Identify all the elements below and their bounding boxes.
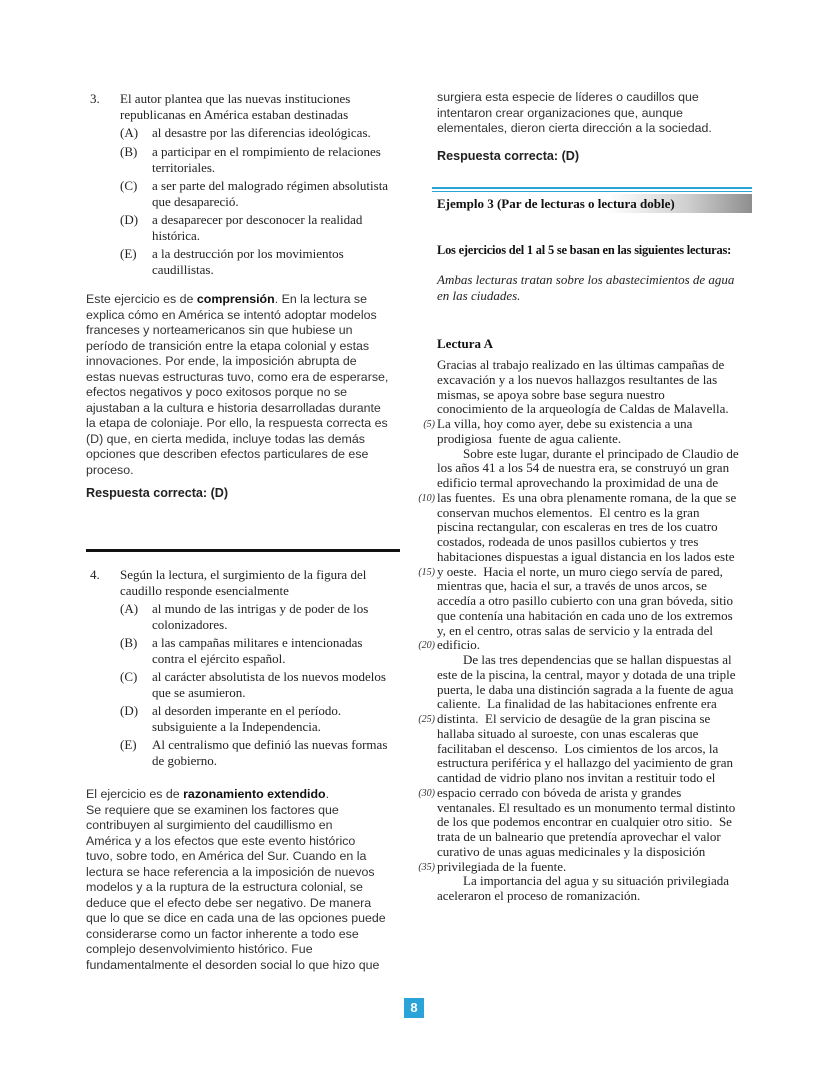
option-letter: (C) [120,178,138,193]
option-text [152,144,392,176]
reading-line: privilegiada de la fuente. [437,858,567,874]
option-a [120,125,410,141]
explanation-line-text: . En la lectura se [274,292,367,306]
explanation-intro: Este ejercicio es de [86,292,197,306]
option-text-line: territoriales. [152,160,216,175]
option-text-line: subsiguiente a la Independencia. [152,719,321,734]
option-text-line: contra el ejército español. [152,651,286,666]
reading-line: conservan muchos elementos. El centro es la gran [437,504,700,520]
explanation-line: explica cómo en América se intentó adoptar modelos [86,307,377,322]
reading-line: accedía a otro pasillo cubierto con una gran bóveda, sitio [437,593,734,608]
explanation-line: deduce que el efecto debe ser negativo. De manera [86,895,372,910]
intro-line: en las ciudades. [437,287,521,303]
option-text-line: al mundo de las intrigas y de poder de los [152,601,369,616]
reading-line: y, en el centro, otras salas de servicio y la entrada del [437,622,714,638]
reading-line: La villa, hoy como ayer, debe su existencia a una [437,416,693,431]
option-a [120,601,410,633]
explanation-line-text: . [325,787,330,801]
example-heading-top-rule-thin [432,191,752,192]
option-letter: (D) [120,212,139,227]
explanation-line: ajustaban a la cultura e historia desarrolladas durante [86,400,381,415]
reading-line: caliente. La finalidad de las habitaciones enfrente era [437,696,717,712]
option-text-line: caudillistas. [152,262,214,277]
reading-line: conocimiento de la arqueología de Caldas de Malavella. [437,401,729,417]
answer-continuation: Respuesta correcta: (D) [437,149,580,163]
explanation-line: modelos y a la ruptura de la estructura colonial, se [86,880,363,894]
line-number: (20) [418,640,435,652]
option-d [120,703,410,735]
explanation-line: innovaciones. Por ende, la imposición abrupta de [86,354,357,368]
option-text [152,601,392,633]
question-number: 4. [90,567,100,582]
reading-line: hallaba situado al suroeste, con unas escaleras que [437,725,699,741]
option-text [152,669,392,701]
explanation-line: la etapa de coloniaje. Por ello, la respuesta correcta es [86,416,388,430]
example-heading: Ejemplo 3 (Par de lecturas o lectura doble) [437,196,675,211]
option-text [152,635,392,667]
option-letter: (B) [120,144,138,159]
intro-line: Ambas lecturas tratan sobre los abastecimientos de agua [437,272,735,287]
option-text-line: al carácter absolutista de los nuevos modelos [152,669,386,684]
option-letter: (A) [120,601,139,616]
reading-line: excavación y a los nuevos hallazgos resultantes de las [437,371,718,387]
reading-line: trata de un balneario que pretendía aprovechar el valor [437,829,721,844]
option-e [120,246,410,278]
explanation-line: estas nuevas estructuras tuvo, como era de esperarse, [86,369,389,384]
continuation-line: surgiera esta especie de líderes o caudillos que [437,90,699,104]
explanation-line [86,292,406,308]
option-text [152,212,392,244]
option-letter: (E) [120,737,137,752]
option-text-line: colonizadores. [152,617,228,632]
option-c [120,669,410,701]
option-letter: (B) [120,635,138,650]
page-number: 8 [410,1000,418,1015]
explanation-keyword: razonamiento extendido [183,787,326,801]
reading-line: las fuentes. Es una obra plenamente romana, de la que se [437,489,737,505]
question-stem-line: caudillo responde esencialmente [120,583,289,598]
reading-line: La importancia del agua y su situación privilegiada [437,873,730,889]
question-number: 3. [90,91,100,106]
explanation-line: complejo desenvolvimiento histórico. Fue [86,942,313,956]
option-text-line: histórica. [152,228,201,243]
option-text-line: a las campañas militares e intencionadas [152,635,363,650]
explanation-line: que lo que se dice en cada una de las opciones puede [86,911,386,925]
option-text-line: al desastre por las diferencias ideológicas. [152,125,371,140]
option-letter: (A) [120,125,139,140]
explanation-line: tuvo, sobre todo, en América del Sur. Cuando en la [86,849,367,863]
question-stem-line: El autor plantea que las nuevas instituciones [120,91,351,106]
option-b [120,635,410,667]
reading-intro [437,272,734,303]
example-heading-top-rule [432,187,752,189]
reading-line: aceleraron el proceso de romanización. [437,888,641,903]
option-text-line: a participar en el rompimiento de relaciones [152,144,381,159]
option-text-line: que desapareció. [152,194,239,209]
option-b [120,144,410,176]
explanation-line [86,787,406,803]
answer-3: Respuesta correcta: (D) [86,486,229,500]
reading-line: curativo de unas aguas medicinales y la disposición [437,843,706,859]
reading-title: Lectura A [437,336,493,351]
line-number: (15) [418,566,435,578]
explanation-line: lectura se hace referencia a la imposición de nuevos [86,864,375,879]
explanation-keyword: comprensión [196,292,275,306]
reading-line: y oeste. Hacia el norte, un muro ciego servía de pared, [437,563,723,579]
reading-instruction: Los ejercicios del 1 al 5 se basan en las siguientes lecturas: [437,243,732,257]
reading-line: Gracias al trabajo realizado en las últimas campañas de [437,357,725,372]
page-number-badge [404,998,424,1018]
option-text-line: Al centralismo que definió las nuevas formas [152,737,388,752]
reading-line: Sobre este lugar, durante el principado de Claudio de [437,445,739,461]
reading-line: distinta. El servicio de desagüe de la gran piscina se [437,711,711,726]
reading-line: piscina rectangular, con escaleras en tres de los cuatro [437,519,718,535]
explanation-line: franceses y norteamericanos sin que hubiese un [86,323,353,337]
reading-line: De las tres dependencias que se hallan dispuestas al [437,652,732,667]
option-text-line: a la destrucción por los movimientos [152,246,344,261]
section-divider [86,549,400,552]
reading-line: edificio. [437,637,480,653]
option-text [152,246,392,278]
reading-line: espacio cerrado con bóveda de arista y grandes [437,784,682,800]
reading-line: este de la piscina, la central, mayor y dotada de una triple [437,666,736,682]
explanation-4 [86,787,406,973]
reading-line: habitaciones dispuestas a igual distancia en los lados este [437,548,735,564]
explanation-line: (D) que, en cierta medida, incluye todas las demás [86,431,365,446]
explanation-intro: El ejercicio es de [86,787,184,801]
line-number: (35) [418,861,435,873]
line-number: (10) [418,492,435,504]
explanation-line: Se requiere que se examinen los factores que [86,802,339,817]
explanation-line: proceso. [86,462,134,477]
option-text-line: al desorden imperante en el período. [152,703,342,718]
reading-line: ventanales. El resultado es un monumento termal distinto [437,799,736,815]
option-letter: (E) [120,246,137,261]
option-text [152,178,392,210]
option-text [152,703,392,735]
reading-line: que contenía una habitación en cada uno de los extremos [437,607,733,623]
reading-line: estructura periférica y el hallazgo del yacimiento de gran [437,755,733,771]
line-number: (5) [423,419,435,430]
option-text-line: a ser parte del malogrado régimen absolutista [152,178,389,193]
reading-line: edificio termal aprovechando la proximidad de una de [437,475,719,490]
option-text [152,737,392,769]
explanation-line: América y a los efectos que este evento histórico [86,833,356,848]
option-text-line: que se asumieron. [152,685,246,700]
option-text [152,125,392,141]
reading-line: de los que podemos encontrar en cualquier otro sitio. Se [437,814,732,830]
question-stem-line: republicanas en América estaban destinadas [120,107,349,122]
reading-line: facilitaban el descenso. Los cimientos de los arcos, la [437,740,719,756]
explanation-line: considerarse como un factor inherente a todo ese [86,926,359,941]
reading-line: cantidad de vidrio plano nos invitan a restituir todo el [437,770,716,785]
option-text-line: a desaparecer por desconocer la realidad [152,212,363,227]
option-letter: (C) [120,669,138,684]
option-d [120,212,410,244]
explanation-line: período de transición entre la etapa colonial y estas [86,338,370,353]
explanation-line: contribuyen al surgimiento del caudillismo en [86,818,333,832]
option-text-line: de gobierno. [152,753,217,768]
option-c [120,178,410,210]
line-number: (25) [418,714,435,725]
line-number: (30) [418,787,435,799]
explanation-line: efectos negativos y poco exitosos porque no se [86,385,348,399]
option-e [120,737,410,769]
reading-line: mientras que, hacia el sur, a través de unos arcos, se [437,578,707,594]
continuation-line: intentaron crear organizaciones que, aunque [437,105,683,120]
reading-line: prodigiosa fuente de agua caliente. [437,430,622,446]
explanation-line: fundamentalmente el desorden social lo que hizo que [86,957,380,972]
explanation-3 [86,292,406,478]
reading-line: los años 41 a los 54 de nuestra era, se construyó un gran [437,460,730,476]
reading-line: mismas, se apoya sobre base segura nuestro [437,386,665,402]
reading-line: costados, rodeada de unos pasillos cubiertos y tres [437,534,699,549]
explanation-line: opciones que describen efectos particulares de ese [86,447,369,461]
question-stem-line: Según la lectura, el surgimiento de la figura del [120,567,367,582]
reading-line: puerta, le daba una distinción sagrada a la fuente de agua [437,681,734,697]
explanation-continuation [437,90,767,137]
option-letter: (D) [120,703,139,718]
continuation-line: elementales, dieron cierta dirección a la sociedad. [437,121,712,135]
